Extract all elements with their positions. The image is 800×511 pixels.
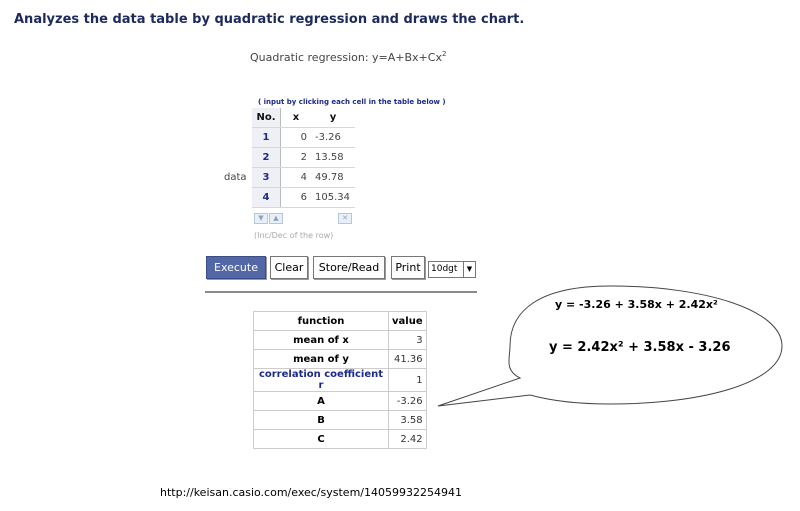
result-value: -3.26: [389, 392, 427, 411]
header-y: y: [311, 108, 355, 128]
bubble-equation-2: y = 2.42x² + 3.58x - 3.26: [549, 340, 731, 355]
formula-text: Quadratic regression: y=A+Bx+Cx: [250, 51, 442, 64]
row-number: 4: [252, 188, 281, 208]
table-row: [252, 168, 355, 188]
result-value: 3.58: [389, 411, 427, 430]
print-button[interactable]: Print: [391, 256, 425, 279]
down-triangle-icon: ▼: [258, 214, 264, 222]
cell-y[interactable]: -3.26: [311, 128, 355, 148]
source-url: http://keisan.casio.com/exec/system/14059932254941: [160, 486, 462, 499]
result-value: 41.36: [389, 350, 427, 369]
table-row: [252, 148, 355, 168]
header-x: x: [281, 108, 312, 128]
delete-row-button[interactable]: [338, 213, 352, 224]
chevron-down-icon: ▼: [463, 262, 475, 277]
result-value: 2.42: [389, 430, 427, 449]
digits-select[interactable]: [428, 261, 476, 278]
header-value: value: [389, 312, 427, 331]
result-label: correlation coefficient r: [254, 369, 389, 392]
cell-y[interactable]: 13.58: [311, 148, 355, 168]
table-row: [254, 350, 427, 369]
add-row-button[interactable]: [254, 213, 268, 224]
digits-select-value: 10dgt: [431, 264, 458, 274]
data-label: data: [224, 172, 247, 183]
row-controls: [254, 213, 352, 223]
cell-x[interactable]: 4: [281, 168, 312, 188]
table-row: [252, 128, 355, 148]
store-read-button[interactable]: Store/Read: [313, 256, 385, 279]
input-hint: ( input by clicking each cell in the table below ): [258, 98, 446, 106]
row-info-text: (Inc/Dec of the row): [254, 231, 334, 240]
page-headline: Analyzes the data table by quadratic regression and draws the chart.: [14, 12, 525, 27]
clear-button[interactable]: Clear: [270, 256, 308, 279]
result-label: mean of y: [254, 350, 389, 369]
row-number: 2: [252, 148, 281, 168]
result-header: [254, 312, 427, 331]
bubble-equation-1: y = -3.26 + 3.58x + 2.42x²: [555, 298, 718, 311]
result-label: A: [254, 392, 389, 411]
data-table-header: [252, 108, 355, 128]
row-number: 1: [252, 128, 281, 148]
result-value: 3: [389, 331, 427, 350]
result-label: C: [254, 430, 389, 449]
table-row: [252, 188, 355, 208]
header-function: function: [254, 312, 389, 331]
cell-x[interactable]: 0: [281, 128, 312, 148]
table-row: [254, 430, 427, 449]
execute-button[interactable]: Execute: [206, 256, 266, 279]
result-value: 1: [389, 369, 427, 392]
table-row: [254, 331, 427, 350]
cell-x[interactable]: 6: [281, 188, 312, 208]
formula-exponent: 2: [441, 50, 447, 58]
header-no: No.: [252, 108, 281, 128]
result-label: B: [254, 411, 389, 430]
x-icon: ✕: [342, 214, 348, 222]
cell-y[interactable]: 49.78: [311, 168, 355, 188]
data-table: [252, 108, 355, 208]
table-row: [254, 369, 427, 392]
regression-formula: [250, 50, 446, 64]
cell-x[interactable]: 2: [281, 148, 312, 168]
table-row: [254, 411, 427, 430]
cell-y[interactable]: 105.34: [311, 188, 355, 208]
row-number: 3: [252, 168, 281, 188]
result-table: [253, 311, 427, 449]
table-row: [254, 392, 427, 411]
result-label: mean of x: [254, 331, 389, 350]
up-triangle-icon: ▲: [273, 214, 279, 222]
remove-row-button[interactable]: [269, 213, 283, 224]
